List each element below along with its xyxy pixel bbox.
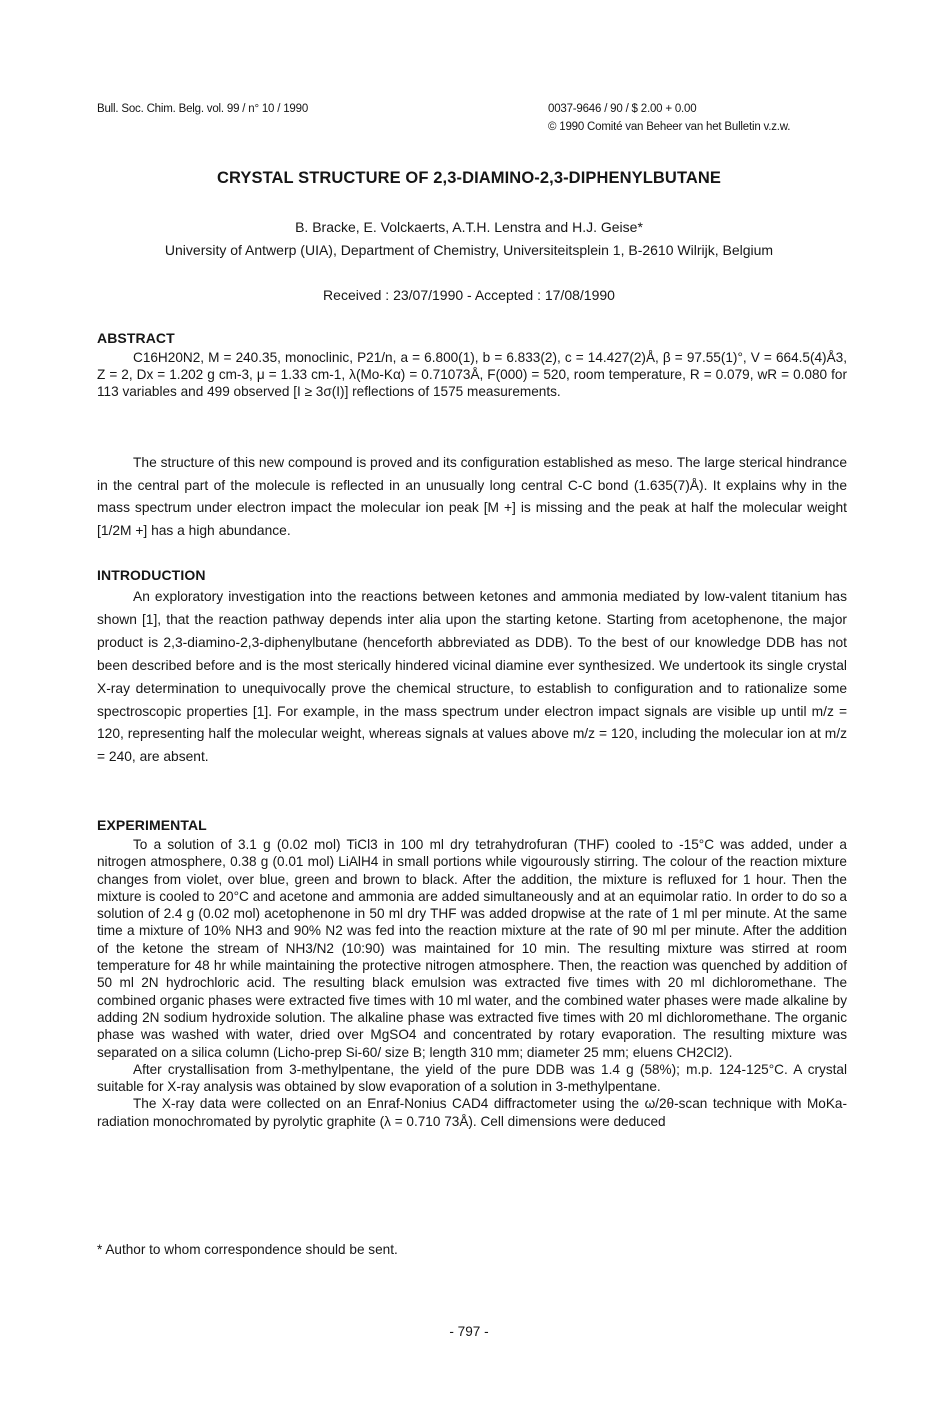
issn-price-code: 0037-9646 / 90 / $ 2.00 + 0.00 <box>548 103 697 115</box>
abstract-summary-section <box>97 452 847 543</box>
experimental-crystallisation: After crystallisation from 3-methylpentane, the yield of the pure DDB was 1.4 g (58%); m.p. 124-125°C. A crystal suitable for X-ray analysis was obtained by slow evaporation of a solution in 3-methylpentane. <box>97 1061 847 1095</box>
experimental-heading: EXPERIMENTAL <box>97 817 207 833</box>
received-dates: Received : 23/07/1990 - Accepted : 17/08/1990 <box>323 287 615 303</box>
footnote: * Author to whom correspondence should be sent. <box>97 1242 398 1257</box>
experimental-synthesis: To a solution of 3.1 g (0.02 mol) TiCl3 in 100 ml dry tetrahydrofuran (THF) cooled to -15°C was added, under a nitrogen atmosphere, 0.38 g (0.01 mol) LiAlH4 in small portions while vigourously stirring. The colour of the reaction mixture changes from violet, over blue, green and brown to black. After the addition, the mixture is refluxed for 1 hour. Then the mixture is cooled to 20°C and acetone and ammonia are added simultaneously and at an equimolar ratio. In order to do so a solution of 2.4 g (0.02 mol) acetophenone in 50 ml dry THF was added dropwise at the rate of 1 ml per minute. At the same time a mixture of 10% NH3 and 90% N2 was fed into the reaction mixture at the rate of 90 ml per minute. After the addition of the ketone the stream of NH3/N2 (10:90) was maintained for 10 min. The resulting mixture was stirred at room temperature for 48 hr while maintaining the protective nitrogen atmosphere. Then, the reaction was quenched by addition of 50 ml 2N hydrochloric acid. The resulting black emulsion was extracted five times with 20 ml dichloromethane. The combined organic phases were extracted five times with 10 ml water, and the combined water phases were made alkaline by adding 2N sodium hydroxide solution. The alkaline phase was extracted five times with 20 ml dichloromethane. The organic phase was washed with water, dried over MgSO4 and concentrated by rotary evaporation. The resulting mixture was separated on a silica column (Licho-prep Si-60/ size B; length 310 mm; diameter 25 mm; eluens CH2Cl2). <box>97 837 847 1060</box>
header-right <box>548 103 790 139</box>
introduction-heading: INTRODUCTION <box>97 567 206 583</box>
experimental-xray: The X-ray data were collected on an Enraf-Nonius CAD4 diffractometer using the ω/2θ-scan technique with MoKa-radiation monochromated by pyrolytic graphite (λ = 0.710 73Å). Cell dimensions were deduced <box>97 1096 847 1129</box>
abstract-crystal-data: C16H20N2, M = 240.35, monoclinic, P21/n, a = 6.800(1), b = 6.833(2), c = 14.427(2)Å, β = 97.55(1)°, V = 664.5(4)Å3, Z = 2, Dx = 1.202 g cm-3, μ = 1.33 cm-1, λ(Mo-Kα) = 0.71073Å, F(000) = 520, room temperature, R = 0.079, wR = 0.080 for 113 variables and 499 observed [I ≥ 3σ(I)] reflections of 1575 measurements. <box>97 350 847 400</box>
introduction-text: An exploratory investigation into the reactions between ketones and ammonia mediated by low-valent titanium has shown [1], that the reaction pathway depends inter alia upon the starting ketone. Starting from acetophenone, the major product is 2,3-diamino-2,3-diphenylbutane (henceforth abbreviated as DDB). To the best of our knowledge DDB has not been described before and is the most sterically hindered vicinal diamine ever synthesized. We undertook its single crystal X-ray determination to unequivocally prove the chemical structure, to establish to configuration and to rationalize some spectroscopic properties [1]. For example, in the mass spectrum under electron impact signals are visible up until m/z = 120, representing half the molecular weight, whereas signals at values above m/z = 120, including the molecular ion at m/z = 240, are absent. <box>97 589 847 765</box>
authors: B. Bracke, E. Volckaerts, A.T.H. Lenstra and H.J. Geise* <box>295 219 643 235</box>
abstract-heading: ABSTRACT <box>97 330 175 346</box>
page-number: - 797 - <box>449 1324 489 1339</box>
journal-citation: Bull. Soc. Chim. Belg. vol. 99 / n° 10 / 1990 <box>97 103 309 115</box>
paper-title: CRYSTAL STRUCTURE OF 2,3-DIAMINO-2,3-DIPHENYLBUTANE <box>216 169 722 187</box>
experimental-section <box>97 817 847 1130</box>
copyright-line: © 1990 Comité van Beheer van het Bulletin v.z.w. <box>548 121 791 133</box>
abstract-summary: The structure of this new compound is proved and its configuration established as meso. The large sterical hindrance in the central part of the molecule is reflected in an unusually long central C-C bond (1.635(7)Å). It explains why in the mass spectrum under electron impact the molecular ion peak [M +] is missing and the peak at half the molecular weight [1/2M +] has a high abundance. <box>97 455 847 539</box>
abstract-section <box>97 330 847 401</box>
introduction-section <box>97 567 847 769</box>
affiliation: University of Antwerp (UIA), Department of Chemistry, Universiteitsplein 1, B-2610 Wilrijk, Belgium <box>164 242 774 258</box>
